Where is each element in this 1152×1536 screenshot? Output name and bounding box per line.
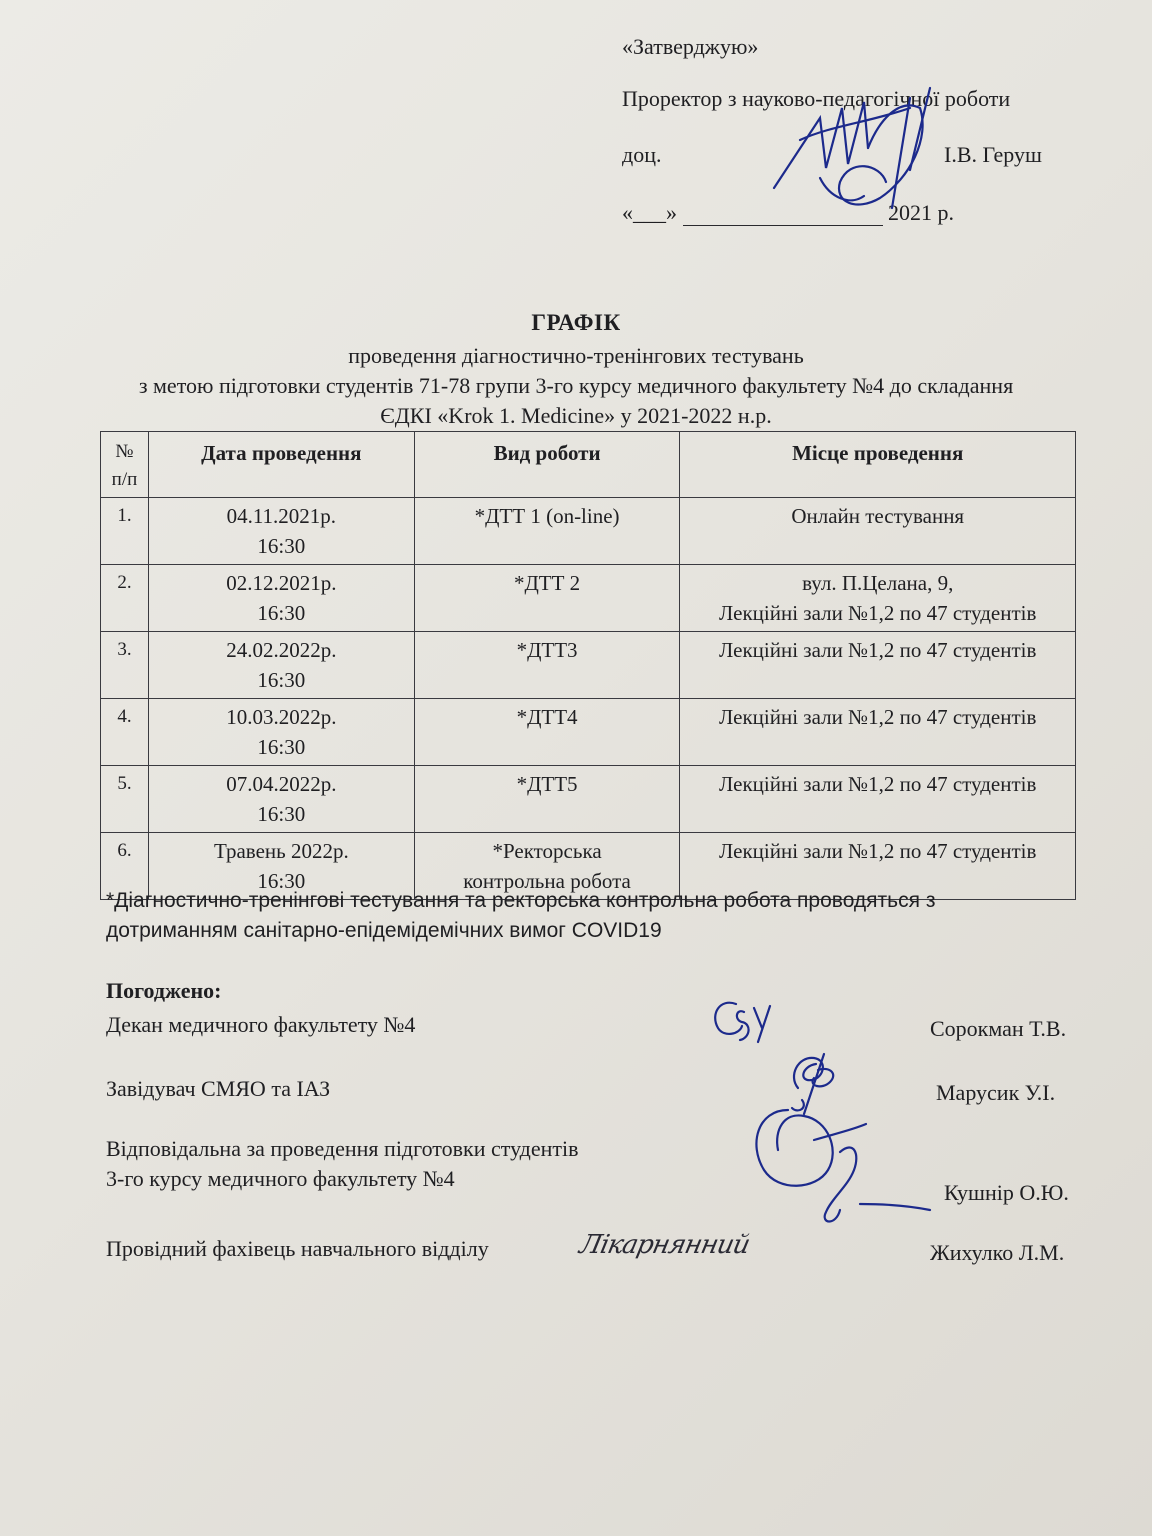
- specialist-signature: Лікарнянний: [576, 1230, 752, 1260]
- approval-date-year: 2021 р.: [888, 200, 954, 225]
- row-place: Лекційні зали №1,2 по 47 студентів: [719, 638, 1037, 662]
- column-header-number-line1: №: [115, 441, 134, 462]
- dean-position: Декан медичного факультету №4: [106, 1012, 416, 1037]
- row-place: вул. П.Целана, 9,: [802, 571, 954, 595]
- approver-name: І.В. Геруш: [944, 142, 1042, 167]
- row-type-cell: [414, 632, 680, 699]
- row-place-cell: [680, 766, 1076, 833]
- table-header-row: [101, 432, 1076, 498]
- document-title: ГРАФІК: [531, 310, 621, 335]
- row-type-cell: [414, 766, 680, 833]
- row-number: [101, 699, 149, 766]
- column-header-number: [101, 432, 149, 498]
- row-date-cell: [148, 498, 414, 565]
- responsible-position-2: 3-го курсу медичного факультету №4: [106, 1166, 455, 1191]
- footnote: [106, 886, 935, 946]
- responsible-name: Кушнір О.Ю.: [944, 1180, 1069, 1205]
- row-place-cell: [680, 632, 1076, 699]
- row-number-text: 1.: [117, 505, 132, 526]
- head-position: Завідувач СМЯО та ІАЗ: [106, 1076, 331, 1101]
- dean-signature: [706, 994, 776, 1044]
- row-type: *Ректорська: [492, 839, 602, 863]
- row-date: 24.02.2022р.: [226, 638, 337, 662]
- row-place: Лекційні зали №1,2 по 47 студентів: [719, 839, 1037, 863]
- row-number: [101, 565, 149, 632]
- table-row: [101, 498, 1076, 565]
- row-number-text: 2.: [117, 572, 132, 593]
- row-place: Лекційні зали №1,2 по 47 студентів: [719, 772, 1037, 796]
- row-time: 16:30: [257, 802, 306, 826]
- row-type-cell: [414, 565, 680, 632]
- row-date-cell: [148, 632, 414, 699]
- approver-position: Проректор з науково-педагогічної роботи: [622, 86, 1011, 111]
- approval-date-day: «___»: [622, 200, 677, 225]
- row-number: [101, 632, 149, 699]
- row-number-text: 4.: [117, 706, 132, 727]
- row-number-text: 6.: [117, 840, 132, 861]
- row-place-cell: [680, 699, 1076, 766]
- row-date: 02.12.2021р.: [226, 571, 337, 595]
- row-date: Травень 2022р.: [213, 839, 349, 863]
- column-header-number-line2: п/п: [111, 469, 138, 490]
- row-number-text: 5.: [117, 773, 132, 794]
- row-date-cell: [148, 699, 414, 766]
- row-type-continued: контрольна робота: [463, 869, 631, 893]
- row-type-cell: [414, 498, 680, 565]
- responsible-signature: [744, 1100, 934, 1230]
- row-place-continued: Лекційні зали №1,2 по 47 студентів: [719, 601, 1037, 625]
- row-date: 10.03.2022р.: [226, 705, 337, 729]
- row-type: *ДТТ5: [516, 772, 578, 796]
- row-type: *ДТТ 1 (on-line): [474, 504, 620, 528]
- row-type: *ДТТ4: [516, 705, 578, 729]
- specialist-position: Провідний фахівець навчального відділу: [106, 1236, 489, 1261]
- document-subtitle-2: з метою підготовки студентів 71-78 групи 3-го курсу медичного факультету №4 до складання: [138, 373, 1014, 398]
- approver-title: доц.: [622, 142, 662, 167]
- row-place-cell: [680, 498, 1076, 565]
- row-time: 16:30: [257, 869, 306, 893]
- document-subtitle-1: проведення діагностично-тренінгових тестувань: [348, 343, 804, 368]
- head-name: Марусик У.І.: [936, 1080, 1056, 1105]
- table-row: [101, 766, 1076, 833]
- column-header-date: Дата проведення: [148, 432, 414, 498]
- row-date: 04.11.2021р.: [226, 504, 337, 528]
- table-row: [101, 565, 1076, 632]
- row-type-cell: [414, 699, 680, 766]
- responsible-position-1: Відповідальна за проведення підготовки студентів: [106, 1136, 579, 1161]
- row-date-cell: [148, 565, 414, 632]
- row-time: 16:30: [257, 601, 306, 625]
- schedule-table: [100, 431, 1076, 900]
- row-number-text: 3.: [117, 639, 132, 660]
- agreement-heading: Погоджено:: [106, 978, 222, 1003]
- row-place-cell: [680, 565, 1076, 632]
- row-date: 07.04.2022р.: [226, 772, 337, 796]
- row-place: Онлайн тестування: [791, 504, 965, 528]
- dean-name: Сорокман Т.В.: [930, 1016, 1067, 1041]
- document-subtitle-3: ЄДКІ «Krok 1. Medicine» у 2021-2022 н.р.: [380, 403, 772, 428]
- column-header-place: Місце проведення: [680, 432, 1076, 498]
- footnote-line-2: дотриманням санітарно-епідемідемічних вимог COVID19: [106, 919, 662, 942]
- row-date-cell: [148, 766, 414, 833]
- row-number: [101, 766, 149, 833]
- row-place: Лекційні зали №1,2 по 47 студентів: [719, 705, 1037, 729]
- column-header-type: Вид роботи: [414, 432, 680, 498]
- row-time: 16:30: [257, 668, 306, 692]
- specialist-name: Жихулко Л.М.: [930, 1240, 1065, 1265]
- table-row: [101, 632, 1076, 699]
- footnote-line-1: *Діагностично-тренінгові тестування та ректорська контрольна робота проводяться з: [106, 889, 936, 912]
- row-type: *ДТТ3: [516, 638, 578, 662]
- approver-signature: [760, 78, 940, 218]
- row-time: 16:30: [257, 735, 306, 759]
- table-row: [101, 699, 1076, 766]
- row-time: 16:30: [257, 534, 306, 558]
- approve-word: «Затверджую»: [622, 34, 759, 59]
- row-type: *ДТТ 2: [513, 571, 581, 595]
- row-number: [101, 498, 149, 565]
